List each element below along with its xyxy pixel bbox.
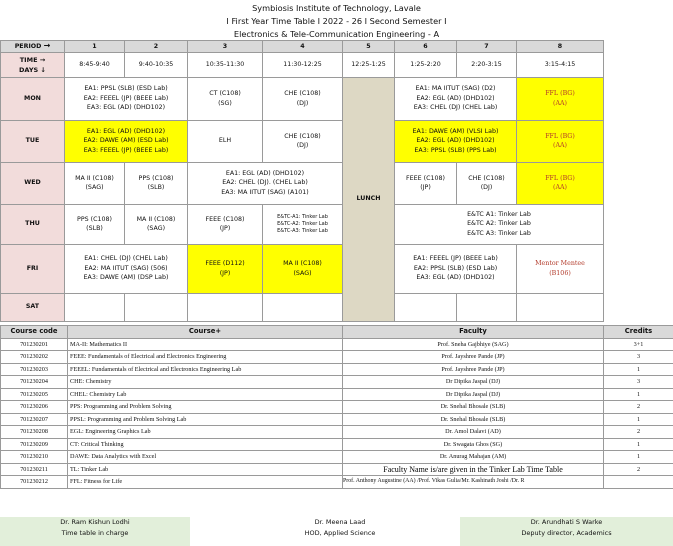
course-row [1, 426, 673, 439]
period-5: 5 [343, 41, 395, 53]
day-mon: MON [1, 77, 65, 120]
thu-slot-1: PPS (C108) (SLB) [65, 204, 125, 244]
signature-timetable-incharge [0, 517, 190, 546]
time-5: 12:25-1:25 [343, 52, 395, 77]
course-name: CHE: Chemistry [68, 376, 343, 389]
course-name: PPS: Programming and Problem Solving [68, 401, 343, 414]
course-row [1, 351, 673, 364]
course-credits: 1 [604, 451, 673, 464]
period-6: 6 [395, 41, 457, 53]
day-row-tue [1, 120, 604, 162]
signature-hod [230, 517, 450, 546]
course-row [1, 338, 673, 351]
course-credits: 3 [604, 351, 673, 364]
day-row-sat [1, 293, 604, 321]
wed-slot-2: PPS (C108) (SLB) [125, 162, 188, 204]
course-code: 701230201 [1, 338, 68, 351]
course-name: PPSL: Programming and Problem Solving Lab [68, 413, 343, 426]
course-credits: 1 [604, 438, 673, 451]
tue-slot-1-2: EA1: EGL (AD) (DHD102) EA2: DAWE (AM) (ESD Lab) EA3: FEEEL (JP) (BEEE Lab) [65, 120, 188, 162]
course-name: MA-II: Mathematics II [68, 338, 343, 351]
time-8: 3:15-4:15 [517, 52, 604, 77]
thu-slot-2: MA II (C108) (SAG) [125, 204, 188, 244]
time-6: 1:25-2:20 [395, 52, 457, 77]
fri-slot-8: Mentor Mentee (B106) [517, 244, 604, 293]
course-faculty: Dr. Anurag Mahajan (AM) [343, 451, 604, 464]
signatory-name: Dr. Meena Laad [314, 518, 366, 526]
day-thu: THU [1, 204, 65, 244]
wed-slot-8: FFL (BG) (AA) [517, 162, 604, 204]
tue-slot-4: CHE (C108) (DJ) [263, 120, 343, 162]
time-4: 11:30-12:25 [263, 52, 343, 77]
tue-slot-8: FFL (BG) (AA) [517, 120, 604, 162]
course-table [0, 325, 673, 489]
period-7: 7 [457, 41, 517, 53]
course-name: CHEL: Chemistry Lab [68, 388, 343, 401]
course-credits: 3+1 [604, 338, 673, 351]
course-code: 701230210 [1, 451, 68, 464]
sat-slot-2 [125, 293, 188, 321]
course-name: FEEE: Fundamentals of Electrical and Electronics Engineering [68, 351, 343, 364]
mon-slot-4: CHE (C108) (DJ) [263, 77, 343, 120]
mon-slot-6-7: EA1: MA IITUT (SAG) (D2) EA2: EGL (AD) (DHD102) EA3: CHEL (DJ) (CHEL Lab) [395, 77, 517, 120]
period-row [1, 41, 604, 53]
arrow-right-icon: → [39, 55, 46, 64]
institute-name: Symbiosis Institute of Technology, Lavale [252, 3, 421, 13]
time-days-label: TIME → DAYS ↓ [1, 52, 65, 77]
period-3: 3 [188, 41, 263, 53]
time-1: 8:45-9:40 [65, 52, 125, 77]
lunch-break: LUNCH [343, 77, 395, 321]
signatory-name: Dr. Arundhati S Warke [530, 518, 603, 526]
course-row [1, 388, 673, 401]
course-row [1, 363, 673, 376]
course-row [1, 376, 673, 389]
time-2: 9:40-10:35 [125, 52, 188, 77]
course-credits: 1 [604, 388, 673, 401]
day-row-fri [1, 244, 604, 293]
signatory-role: Time table in charge [61, 529, 129, 537]
course-code: 701230205 [1, 388, 68, 401]
course-name: EGL: Engineering Graphics Lab [68, 426, 343, 439]
course-faculty: Prof. Jayshree Pande (JP) [343, 363, 604, 376]
course-faculty: Dr Dipika Jaspal (DJ) [343, 376, 604, 389]
course-credits: 2 [604, 426, 673, 439]
course-table-header [1, 326, 673, 339]
course-row [1, 463, 673, 476]
header-course: Course+ [68, 326, 343, 339]
wed-slot-1: MA II (C108) (SAG) [65, 162, 125, 204]
course-credits: 2 [604, 401, 673, 414]
course-row [1, 476, 673, 489]
course-name: FFL: Fitness for Life [68, 476, 343, 489]
sat-slot-6 [395, 293, 457, 321]
course-row [1, 401, 673, 414]
mon-slot-3: CT (C108) (SG) [188, 77, 263, 120]
course-name: DAWE: Data Analytics with Excel [68, 451, 343, 464]
day-tue: TUE [1, 120, 65, 162]
course-faculty: Prof. Jayshree Pande (JP) [343, 351, 604, 364]
course-code: 701230203 [1, 363, 68, 376]
sat-slot-1 [65, 293, 125, 321]
course-name: TL: Tinker Lab [68, 463, 343, 476]
course-faculty: Dr. Snehal Bhosale (SLB) [343, 401, 604, 414]
tue-slot-6-7: EA1: DAWE (AM) (VLSI Lab) EA2: EGL (AD) (DHD102) EA3: PPSL (SLB) (PPS Lab) [395, 120, 517, 162]
course-credits: 2 [604, 463, 673, 476]
course-row [1, 451, 673, 464]
wed-slot-6: FEEE (C108) (JP) [395, 162, 457, 204]
time-3: 10:35-11:30 [188, 52, 263, 77]
day-row-mon [1, 77, 604, 120]
mon-slot-8: FFL (BG) (AA) [517, 77, 604, 120]
course-name: FEEEL: Fundamentals of Electrical and Electronics Engineering Lab [68, 363, 343, 376]
header-faculty: Faculty [343, 326, 604, 339]
fri-slot-4: MA II (C108) (SAG) [263, 244, 343, 293]
header-course-code: Course code [1, 326, 68, 339]
sat-slot-7 [457, 293, 517, 321]
course-faculty: Prof. Anthony Augustine (AA) /Prof. Vikas Gulia/Mr. Kashinath Joshi /Dr. R [343, 476, 604, 489]
day-wed: WED [1, 162, 65, 204]
course-row [1, 413, 673, 426]
course-faculty: Dr. Swagata Ghos (SG) [343, 438, 604, 451]
sat-slot-3 [188, 293, 263, 321]
fri-slot-3: FEEE (D112) (JP) [188, 244, 263, 293]
signatory-name: Dr. Ram Kishun Lodhi [60, 518, 130, 526]
course-row [1, 438, 673, 451]
signatory-role: HOD, Applied Science [304, 529, 376, 537]
course-credits: 3 [604, 376, 673, 389]
period-1: 1 [65, 41, 125, 53]
wed-slot-3-4: EA1: EGL (AD) (DHD102) EA2: CHEL (DJ). (CHEL Lab) EA3: MA IITUT (SAG) (A101) [188, 162, 343, 204]
course-code: 701230207 [1, 413, 68, 426]
course-code: 701230211 [1, 463, 68, 476]
time-7: 2:20-3:15 [457, 52, 517, 77]
day-fri: FRI [1, 244, 65, 293]
arrow-right-icon: → [43, 41, 51, 50]
course-code: 701230209 [1, 438, 68, 451]
day-row-thu [1, 204, 604, 244]
signatory-role: Deputy director, Academics [521, 529, 612, 537]
time-row [1, 52, 604, 77]
fri-slot-6-7: EA1: FEEEL (JP) (BEEE Lab) EA2: PPSL (SLB) (ESD Lab) EA3: EGL (AD) (DHD102) [395, 244, 517, 293]
timetable [0, 40, 604, 322]
sat-slot-4 [263, 293, 343, 321]
wed-slot-7: CHE (C108) (DJ) [457, 162, 517, 204]
course-code: 701230206 [1, 401, 68, 414]
course-code: 701230204 [1, 376, 68, 389]
course-faculty: Dr. Amol Dalavi (AD) [343, 426, 604, 439]
tue-slot-3: ELH [188, 120, 263, 162]
division-title: Electronics & Tele-Communication Engineering - A [233, 29, 440, 39]
period-4: 4 [263, 41, 343, 53]
thu-slot-3: FEEE (C108) (JP) [188, 204, 263, 244]
fri-slot-1-2: EA1: CHEL (DJ) (CHEL Lab) EA2: MA IITUT (SAG) (506) EA3: DAWE (AM) (DSP Lab) [65, 244, 188, 293]
course-code: 701230208 [1, 426, 68, 439]
thu-slot-6-8: E&TC A1: Tinker Lab E&TC A2: Tinker Lab E&TC A3: Tinker Lab [395, 204, 604, 244]
course-code: 701230202 [1, 351, 68, 364]
course-credits [604, 476, 673, 489]
course-faculty: Faculty Name is/are given in the Tinker Lab Time Table [343, 463, 604, 476]
course-faculty: Prof. Sneha Gajbhiye (SAG) [343, 338, 604, 351]
mon-slot-1-2: EA1: PPSL (SLB) (ESD Lab) EA2: FEEEL (JP) (BEEE Lab) EA3: EGL (AD) (DHD102) [65, 77, 188, 120]
course-faculty: Dr. Snehal Bhosale (SLB) [343, 413, 604, 426]
course-credits: 1 [604, 363, 673, 376]
course-code: 701230212 [1, 476, 68, 489]
signature-deputy-director [460, 517, 673, 546]
course-faculty: Dr Dipika Jaspal (DJ) [343, 388, 604, 401]
arrow-down-icon: ↓ [40, 65, 46, 74]
period-8: 8 [517, 41, 604, 53]
period-2: 2 [125, 41, 188, 53]
day-row-wed [1, 162, 604, 204]
period-label: PERIOD → [1, 41, 65, 53]
thu-slot-4: E&TC-A1: Tinker Lab E&TC-A2: Tinker Lab E&TC-A3: Tinker Lab [263, 204, 343, 244]
course-name: CT: Critical Thinking [68, 438, 343, 451]
course-credits: 1 [604, 413, 673, 426]
day-sat: SAT [1, 293, 65, 321]
timetable-title: I First Year Time Table I 2022 - 26 I Second Semester I [226, 16, 447, 26]
sat-slot-8 [517, 293, 604, 321]
header-credits: Credits [604, 326, 673, 339]
